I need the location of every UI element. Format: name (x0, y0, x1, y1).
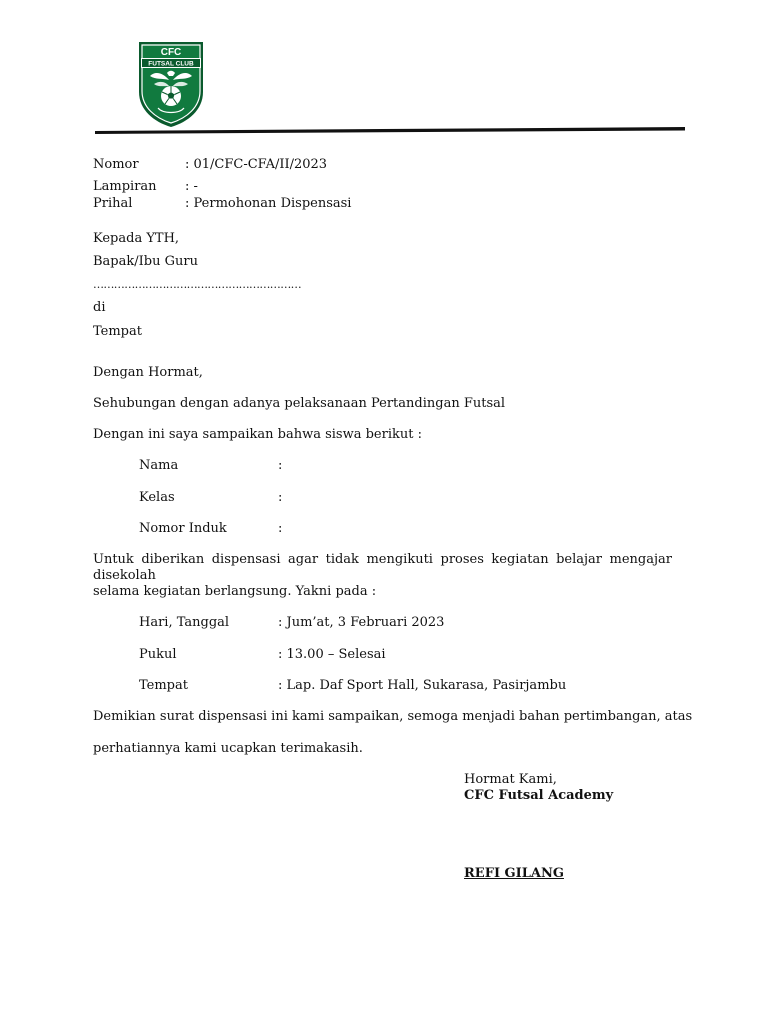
nomor-label: Nomor (93, 157, 139, 172)
recipient-line-5: Tempat (93, 324, 142, 339)
event-time-value: : 13.00 – Selesai (278, 647, 386, 662)
student-nama-value: : (278, 458, 283, 473)
event-place-label: Tempat (139, 678, 188, 693)
recipient-line-2: Bapak/Ibu Guru (93, 254, 198, 269)
signature-salutation: Hormat Kami, (464, 772, 557, 787)
recipient-blank-line: …………………………………………………… (93, 278, 302, 291)
lampiran-label: Lampiran (93, 179, 157, 194)
student-kelas-value: : (278, 490, 283, 505)
paragraph-3-line-1: Untuk diberikan dispensasi agar tidak mengikuti proses kegiatan belajar mengajar disekolah (93, 552, 672, 583)
event-date-label: Hari, Tanggal (139, 615, 230, 630)
prihal-label: Prihal (93, 196, 133, 211)
paragraph-3-line-2: selama kegiatan berlangsung. Yakni pada : (93, 584, 377, 599)
lampiran-value: : - (185, 179, 198, 194)
student-nomor-induk-label: Nomor Induk (139, 521, 227, 536)
header-divider (95, 125, 685, 135)
student-nama-label: Nama (139, 458, 179, 473)
student-kelas-label: Kelas (139, 490, 175, 505)
prihal-value: : Permohonan Dispensasi (185, 196, 352, 211)
nomor-value: : 01/CFC-CFA/II/2023 (185, 157, 328, 172)
soccer-ball-icon (161, 86, 181, 106)
recipient-line-1: Kepada YTH, (93, 231, 180, 246)
closing-line-1: Demikian surat dispensasi ini kami sampaikan, semoga menjadi bahan pertimbangan, atas (93, 709, 693, 724)
event-date-value: : Jum’at, 3 Februari 2023 (278, 615, 445, 630)
recipient-line-4: di (93, 300, 106, 315)
closing-line-2: perhatiannya kami ucapkan terimakasih. (93, 741, 363, 756)
signature-name: REFI GILANG (464, 866, 564, 881)
event-time-label: Pukul (139, 647, 177, 662)
cfc-futsal-club-logo (136, 40, 206, 128)
paragraph-1: Sehubungan dengan adanya pelaksanaan Pertandingan Futsal (93, 396, 506, 411)
greeting: Dengan Hormat, (93, 365, 203, 380)
paragraph-2: Dengan ini saya sampaikan bahwa siswa berikut : (93, 427, 422, 442)
logo-banner-text: FUTSAL CLUB (148, 60, 194, 68)
event-place-value: : Lap. Daf Sport Hall, Sukarasa, Pasirjambu (278, 678, 567, 693)
student-nomor-induk-value: : (278, 521, 283, 536)
logo-top-text: CFC (160, 47, 182, 58)
signature-organization: CFC Futsal Academy (464, 788, 614, 803)
